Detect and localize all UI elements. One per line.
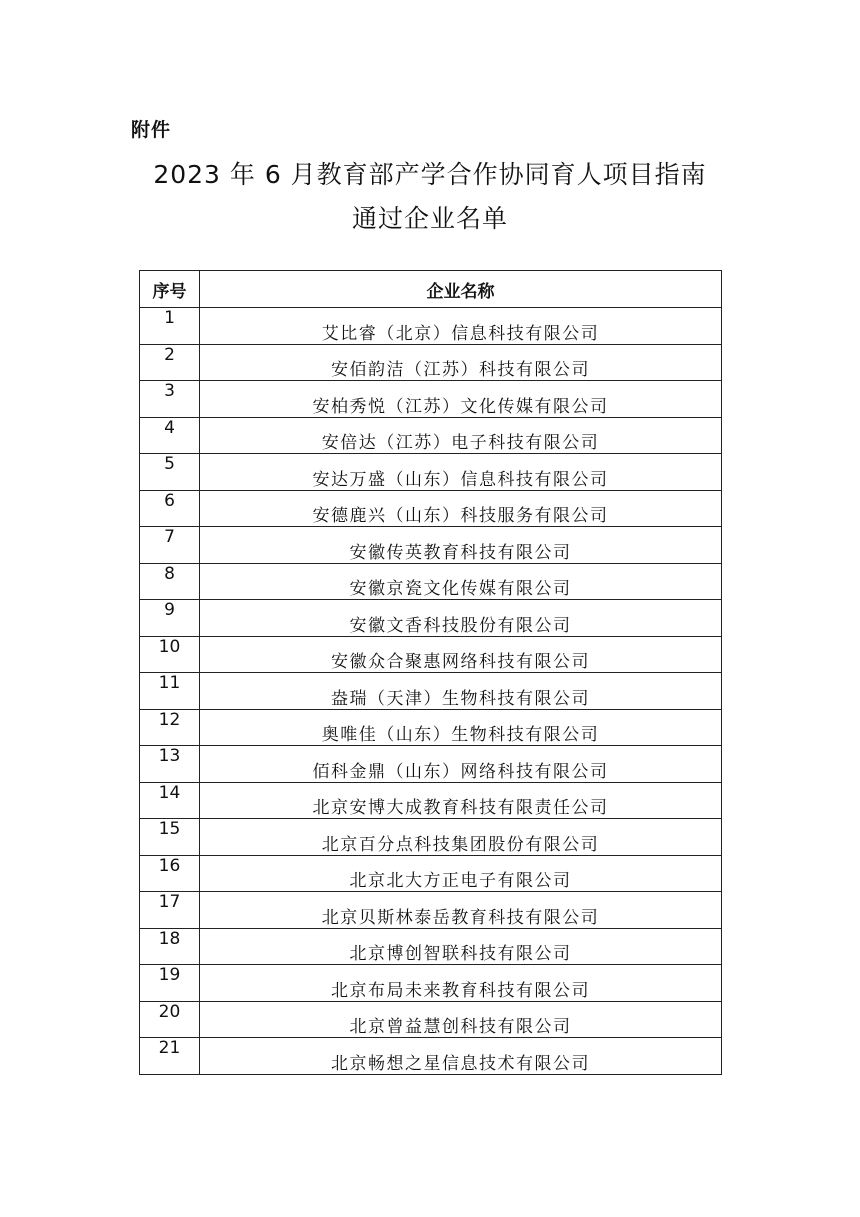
serial-number-cell: 14: [140, 782, 200, 819]
serial-number-cell: 10: [140, 636, 200, 673]
serial-number-cell: 6: [140, 490, 200, 527]
table-row: [140, 1038, 722, 1075]
table-header-row: [140, 271, 722, 308]
company-name-cell: 安徽京瓷文化传媒有限公司: [200, 563, 722, 600]
serial-number-cell: 15: [140, 819, 200, 856]
serial-number-cell: 5: [140, 454, 200, 491]
company-name-cell: 安徽文香科技股份有限公司: [200, 600, 722, 637]
table-row: [140, 381, 722, 418]
serial-number-cell: 17: [140, 892, 200, 929]
serial-number-cell: 1: [140, 308, 200, 345]
serial-number-cell: 3: [140, 381, 200, 418]
serial-number-cell: 12: [140, 709, 200, 746]
table-row: [140, 600, 722, 637]
table-row: [140, 454, 722, 491]
company-name-cell: 安佰韵洁（江苏）科技有限公司: [200, 344, 722, 381]
table-row: [140, 344, 722, 381]
table-row: [140, 892, 722, 929]
company-name-cell: 北京北大方正电子有限公司: [200, 855, 722, 892]
table-row: [140, 1001, 722, 1038]
company-name-cell: 北京曾益慧创科技有限公司: [200, 1001, 722, 1038]
document-title-line-1: 2023 年 6 月教育部产学合作协同育人项目指南: [153, 160, 707, 189]
serial-number-cell: 9: [140, 600, 200, 637]
table-row: [140, 746, 722, 783]
company-name-cell: 奥唯佳（山东）生物科技有限公司: [200, 709, 722, 746]
table-row: [140, 928, 722, 965]
company-name-cell: 安徽众合聚惠网络科技有限公司: [200, 636, 722, 673]
table-row: [140, 527, 722, 564]
serial-number-cell: 16: [140, 855, 200, 892]
table-body: [140, 308, 722, 1075]
company-name-cell: 北京博创智联科技有限公司: [200, 928, 722, 965]
company-name-cell: 北京百分点科技集团股份有限公司: [200, 819, 722, 856]
attachment-label: 附件: [131, 119, 172, 141]
table-row: [140, 965, 722, 1002]
company-name-cell: 北京畅想之星信息技术有限公司: [200, 1038, 722, 1075]
serial-number-cell: 21: [140, 1038, 200, 1075]
company-name-cell: 北京贝斯林泰岳教育科技有限公司: [200, 892, 722, 929]
table-row: [140, 709, 722, 746]
company-name-cell: 安徽传英教育科技有限公司: [200, 527, 722, 564]
company-name-cell: 北京安博大成教育科技有限责任公司: [200, 782, 722, 819]
company-list-table: [139, 270, 722, 1075]
table-row: [140, 636, 722, 673]
table-row: [140, 819, 722, 856]
serial-number-cell: 19: [140, 965, 200, 1002]
table-row: [140, 308, 722, 345]
company-name-cell: 安柏秀悦（江苏）文化传媒有限公司: [200, 381, 722, 418]
table-row: [140, 563, 722, 600]
header-serial-number: 序号: [140, 271, 200, 308]
serial-number-cell: 18: [140, 928, 200, 965]
company-name-cell: 盎瑞（天津）生物科技有限公司: [200, 673, 722, 710]
document-title-line-2: 通过企业名单: [351, 204, 508, 233]
serial-number-cell: 2: [140, 344, 200, 381]
company-name-cell: 安德鹿兴（山东）科技服务有限公司: [200, 490, 722, 527]
company-name-cell: 佰科金鼎（山东）网络科技有限公司: [200, 746, 722, 783]
table-row: [140, 782, 722, 819]
company-name-cell: 安倍达（江苏）电子科技有限公司: [200, 417, 722, 454]
table-row: [140, 417, 722, 454]
table-row: [140, 490, 722, 527]
table-row: [140, 673, 722, 710]
serial-number-cell: 13: [140, 746, 200, 783]
company-name-cell: 北京布局未来教育科技有限公司: [200, 965, 722, 1002]
serial-number-cell: 20: [140, 1001, 200, 1038]
header-company-name: 企业名称: [200, 271, 722, 308]
company-name-cell: 安达万盛（山东）信息科技有限公司: [200, 454, 722, 491]
serial-number-cell: 11: [140, 673, 200, 710]
table-row: [140, 855, 722, 892]
serial-number-cell: 7: [140, 527, 200, 564]
serial-number-cell: 4: [140, 417, 200, 454]
company-name-cell: 艾比睿（北京）信息科技有限公司: [200, 308, 722, 345]
serial-number-cell: 8: [140, 563, 200, 600]
